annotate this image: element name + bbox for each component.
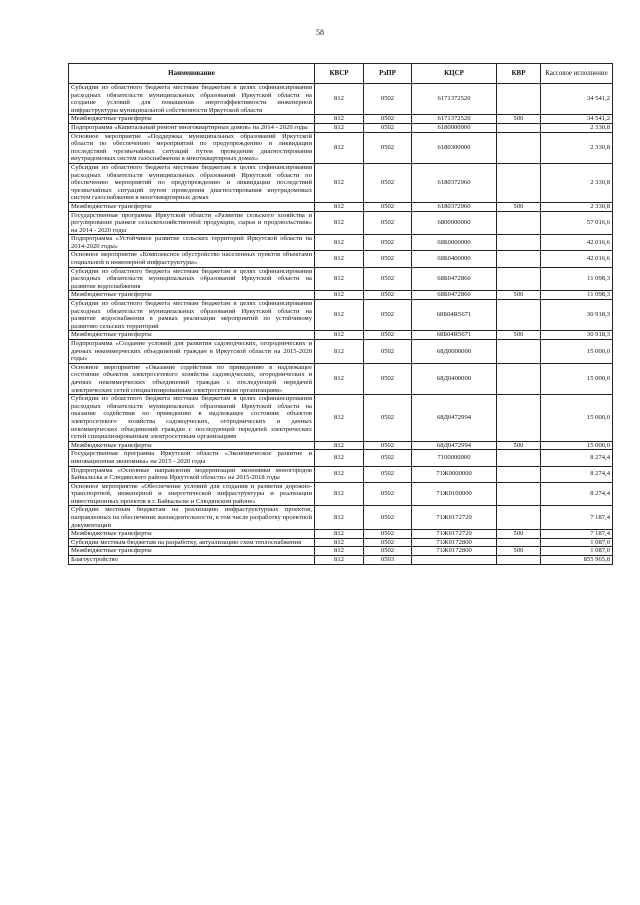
table-body bbox=[69, 84, 613, 565]
row-kcsr-cell: 6800000000 bbox=[412, 211, 497, 235]
row-rzpr-cell: 0502 bbox=[364, 547, 412, 556]
row-kvsr-cell: 812 bbox=[315, 267, 364, 291]
row-kvr-cell bbox=[497, 132, 541, 163]
row-kvsr-cell: 812 bbox=[315, 115, 364, 124]
table-header-row bbox=[69, 64, 613, 84]
row-name-cell: Межбюджетные трансферты bbox=[69, 530, 315, 539]
row-kcsr-cell: 68Б0000000 bbox=[412, 235, 497, 251]
table-row bbox=[69, 363, 613, 394]
header-kvr: КВР bbox=[497, 64, 541, 84]
row-kvsr-cell: 812 bbox=[315, 123, 364, 132]
row-name-cell: Межбюджетные трансферты bbox=[69, 115, 315, 124]
row-kvr-cell bbox=[497, 556, 541, 565]
row-kvr-cell bbox=[497, 267, 541, 291]
row-kvr-cell: 500 bbox=[497, 202, 541, 211]
row-kcsr-cell: 68Д0472994 bbox=[412, 441, 497, 450]
table-row bbox=[69, 123, 613, 132]
row-rzpr-cell: 0502 bbox=[364, 132, 412, 163]
row-name-cell: Субсидии из областного бюджета местным бюджетам в целях софинансирования расходных обязательств муниципальных образований Иркутской области по обеспечению мероприятий по предупреждению и ликвидации последствий чрезвычайных ситуаций путем проведения диагностирования внутридомовых систем газоснабжения в многоквартирных домах bbox=[69, 163, 315, 202]
header-kcsr: КЦСР bbox=[412, 64, 497, 84]
row-kvr-cell bbox=[497, 466, 541, 482]
row-kcsr-cell: 68Б0400000 bbox=[412, 251, 497, 267]
row-kvsr-cell: 812 bbox=[315, 395, 364, 442]
row-kcsr-cell: 6171372520 bbox=[412, 115, 497, 124]
row-kvr-cell bbox=[497, 300, 541, 331]
table-row bbox=[69, 450, 613, 466]
table-row bbox=[69, 211, 613, 235]
row-name-cell: Субсидии местным бюджетам на разработку, актуализацию схем теплоснабжения bbox=[69, 538, 315, 547]
row-rzpr-cell: 0502 bbox=[364, 450, 412, 466]
header-kvsr: КВСР bbox=[315, 64, 364, 84]
table-row bbox=[69, 291, 613, 300]
row-kvr-cell: 500 bbox=[497, 441, 541, 450]
row-kvsr-cell: 812 bbox=[315, 530, 364, 539]
row-kcsr-cell: 6180300000 bbox=[412, 132, 497, 163]
row-exec-cell: 7 187,4 bbox=[541, 506, 613, 530]
row-kvsr-cell: 812 bbox=[315, 547, 364, 556]
table-row bbox=[69, 115, 613, 124]
row-kcsr-cell bbox=[412, 556, 497, 565]
row-rzpr-cell: 0502 bbox=[364, 300, 412, 331]
row-kcsr-cell: 6180000000 bbox=[412, 123, 497, 132]
row-kcsr-cell: 71Ж0000000 bbox=[412, 466, 497, 482]
row-name-cell: Основное мероприятие «Поддержка муниципальных образований Иркутской области по обеспечению мероприятий по предупреждению и ликвидации последствий чрезвычайных ситуаций путем проведения диагностирования внутридомовых систем газоснабжения в многоквартирных домах» bbox=[69, 132, 315, 163]
row-kvr-cell bbox=[497, 211, 541, 235]
row-kcsr-cell: 71Ж0172720 bbox=[412, 506, 497, 530]
row-kvr-cell bbox=[497, 84, 541, 115]
row-kvr-cell: 500 bbox=[497, 291, 541, 300]
row-kvsr-cell: 812 bbox=[315, 506, 364, 530]
row-kvsr-cell: 812 bbox=[315, 556, 364, 565]
row-exec-cell: 1 087,0 bbox=[541, 547, 613, 556]
row-name-cell: Межбюджетные трансферты bbox=[69, 331, 315, 340]
row-exec-cell: 15 000,0 bbox=[541, 340, 613, 364]
row-name-cell: Благоустройство bbox=[69, 556, 315, 565]
row-exec-cell: 7 187,4 bbox=[541, 530, 613, 539]
row-exec-cell: 34 541,2 bbox=[541, 115, 613, 124]
table-row bbox=[69, 441, 613, 450]
row-kvr-cell: 500 bbox=[497, 547, 541, 556]
row-exec-cell: 8 274,4 bbox=[541, 466, 613, 482]
row-name-cell: Межбюджетные трансферты bbox=[69, 547, 315, 556]
row-rzpr-cell: 0502 bbox=[364, 331, 412, 340]
table-row bbox=[69, 547, 613, 556]
row-name-cell: Межбюджетные трансферты bbox=[69, 202, 315, 211]
row-exec-cell: 2 330,8 bbox=[541, 123, 613, 132]
table-row bbox=[69, 267, 613, 291]
row-name-cell: Подпрограмма «Основные направления модернизации экономики моногородов Байкальска и Слюдянского района Иркутской области» на 2015-2018 годы bbox=[69, 466, 315, 482]
row-rzpr-cell: 0502 bbox=[364, 466, 412, 482]
row-name-cell: Подпрограмма «Капитальный ремонт многоквартирных домов» на 2014 - 2020 годы bbox=[69, 123, 315, 132]
row-name-cell: Субсидии из областного бюджета местным бюджетам в целях софинансирования расходных обязательств муниципальных образований Иркутской области на развитие водоснабжения bbox=[69, 267, 315, 291]
table-row bbox=[69, 163, 613, 202]
row-exec-cell: 15 000,0 bbox=[541, 363, 613, 394]
row-exec-cell: 11 098,3 bbox=[541, 267, 613, 291]
table-row bbox=[69, 331, 613, 340]
row-exec-cell: 11 098,3 bbox=[541, 291, 613, 300]
row-rzpr-cell: 0502 bbox=[364, 251, 412, 267]
row-kvsr-cell: 812 bbox=[315, 84, 364, 115]
row-exec-cell: 2 330,8 bbox=[541, 202, 613, 211]
row-kvr-cell bbox=[497, 123, 541, 132]
table-row bbox=[69, 132, 613, 163]
row-rzpr-cell: 0502 bbox=[364, 123, 412, 132]
row-exec-cell: 15 000,0 bbox=[541, 441, 613, 450]
row-kvsr-cell: 812 bbox=[315, 202, 364, 211]
table-row bbox=[69, 538, 613, 547]
row-rzpr-cell: 0502 bbox=[364, 506, 412, 530]
row-rzpr-cell: 0502 bbox=[364, 538, 412, 547]
row-kvr-cell bbox=[497, 395, 541, 442]
row-kvr-cell bbox=[497, 235, 541, 251]
row-name-cell: Субсидии из областного бюджета местным бюджетам в целях софинансирования расходных обязательств муниципальных образований Иркутской области на оказание содействия по приведению в надлежащее состояние объектов электросетевого хозяйства садоводческих, огороднических и дачных некоммерческих объединений граждан с последующей передачей электрических сетей специализированным электросетевым организациям bbox=[69, 395, 315, 442]
row-exec-cell: 15 000,0 bbox=[541, 395, 613, 442]
row-name-cell: Подпрограмма «Создание условий для развития садоводческих, огороднических и дачных некоммерческих объединений граждан в Иркутской области на 2015-2020 годы» bbox=[69, 340, 315, 364]
row-name-cell: Основное мероприятие «Комплексное обустройство населенных пунктов объектами социальной и инженерной инфраструктуры» bbox=[69, 251, 315, 267]
page-number: 58 bbox=[316, 28, 324, 37]
row-exec-cell: 2 330,8 bbox=[541, 163, 613, 202]
row-name-cell: Межбюджетные трансферты bbox=[69, 441, 315, 450]
row-exec-cell: 30 918,3 bbox=[541, 300, 613, 331]
row-exec-cell: 1 087,0 bbox=[541, 538, 613, 547]
row-kcsr-cell: 71Ж0100000 bbox=[412, 482, 497, 506]
row-rzpr-cell: 0502 bbox=[364, 115, 412, 124]
row-name-cell: Государственная программа Иркутской области «Развитие сельского хозяйства и регулирование рынков сельскохозяйственной продукции, сырья и продовольствия» на 2014 - 2020 годы bbox=[69, 211, 315, 235]
row-name-cell: Межбюджетные трансферты bbox=[69, 291, 315, 300]
table-row bbox=[69, 235, 613, 251]
row-kcsr-cell: 71Ж0172800 bbox=[412, 538, 497, 547]
table-row bbox=[69, 466, 613, 482]
row-rzpr-cell: 0502 bbox=[364, 363, 412, 394]
row-kcsr-cell: 71Ж0172800 bbox=[412, 547, 497, 556]
row-kvr-cell bbox=[497, 163, 541, 202]
row-kcsr-cell: 6180372960 bbox=[412, 202, 497, 211]
table-row bbox=[69, 202, 613, 211]
row-kcsr-cell: 68Д0000000 bbox=[412, 340, 497, 364]
row-kvsr-cell: 812 bbox=[315, 363, 364, 394]
row-kvsr-cell: 812 bbox=[315, 163, 364, 202]
row-kvsr-cell: 812 bbox=[315, 482, 364, 506]
row-name-cell: Основное мероприятие «Обеспечение условий для создания и развития дорожно-транспортной, инженерной и энергетической инфраструктуры и реализации инвестиционных проектов в г. Байкальске и Слюдянском районе» bbox=[69, 482, 315, 506]
row-kvsr-cell: 812 bbox=[315, 340, 364, 364]
table-row bbox=[69, 300, 613, 331]
table-row bbox=[69, 84, 613, 115]
row-kcsr-cell: 68Д0472994 bbox=[412, 395, 497, 442]
row-kvr-cell bbox=[497, 538, 541, 547]
row-kcsr-cell: 71Ж0172720 bbox=[412, 530, 497, 539]
table-row bbox=[69, 556, 613, 565]
row-exec-cell: 855 965,8 bbox=[541, 556, 613, 565]
row-rzpr-cell: 0502 bbox=[364, 291, 412, 300]
row-exec-cell: 42 016,6 bbox=[541, 235, 613, 251]
header-name: Наименование bbox=[69, 64, 315, 84]
row-rzpr-cell: 0502 bbox=[364, 84, 412, 115]
row-name-cell: Государственная программа Иркутской области «Экономическое развитие и инновационная экономика» на 2015 - 2020 годы bbox=[69, 450, 315, 466]
table-row bbox=[69, 395, 613, 442]
row-kvr-cell: 500 bbox=[497, 115, 541, 124]
row-exec-cell: 34 541,2 bbox=[541, 84, 613, 115]
header-rzpr: РзПР bbox=[364, 64, 412, 84]
row-kvsr-cell: 812 bbox=[315, 538, 364, 547]
row-rzpr-cell: 0502 bbox=[364, 395, 412, 442]
row-kvr-cell: 500 bbox=[497, 530, 541, 539]
row-name-cell: Подпрограмма «Устойчивое развитие сельских территорий Иркутской области на 2014-2020 годы» bbox=[69, 235, 315, 251]
table-row bbox=[69, 340, 613, 364]
table-row bbox=[69, 251, 613, 267]
row-rzpr-cell: 0502 bbox=[364, 530, 412, 539]
row-rzpr-cell: 0502 bbox=[364, 202, 412, 211]
row-kvr-cell bbox=[497, 450, 541, 466]
row-name-cell: Субсидии местным бюджетам на реализацию инфраструктурных проектов, направленных на обеспечение жизнедеятельности, в том числе разработку проектной документации bbox=[69, 506, 315, 530]
row-kcsr-cell: 6180372960 bbox=[412, 163, 497, 202]
header-exec: Кассовое исполнение bbox=[541, 64, 613, 84]
row-kcsr-cell: 7100000000 bbox=[412, 450, 497, 466]
row-kvsr-cell: 812 bbox=[315, 466, 364, 482]
row-rzpr-cell: 0502 bbox=[364, 482, 412, 506]
row-kvsr-cell: 812 bbox=[315, 211, 364, 235]
row-kcsr-cell: 68Б04R5671 bbox=[412, 331, 497, 340]
row-exec-cell: 42 016,6 bbox=[541, 251, 613, 267]
budget-table bbox=[68, 63, 613, 565]
row-exec-cell: 2 330,8 bbox=[541, 132, 613, 163]
row-kvsr-cell: 812 bbox=[315, 235, 364, 251]
row-kcsr-cell: 68Б04R5671 bbox=[412, 300, 497, 331]
row-kvsr-cell: 812 bbox=[315, 251, 364, 267]
row-rzpr-cell: 0502 bbox=[364, 441, 412, 450]
row-kvsr-cell: 812 bbox=[315, 132, 364, 163]
row-kcsr-cell: 6171372520 bbox=[412, 84, 497, 115]
row-kvr-cell bbox=[497, 251, 541, 267]
row-kcsr-cell: 68Д0400000 bbox=[412, 363, 497, 394]
row-name-cell: Субсидии из областного бюджета местным бюджетам в целях софинансирования расходных обязательств муниципальных образований Иркутской области на развитие водоснабжения в рамках реализации мероприятий по устойчивому развитию сельских территорий bbox=[69, 300, 315, 331]
row-kcsr-cell: 68Б0472860 bbox=[412, 291, 497, 300]
row-kvr-cell bbox=[497, 506, 541, 530]
row-rzpr-cell: 0502 bbox=[364, 267, 412, 291]
row-rzpr-cell: 0503 bbox=[364, 556, 412, 565]
table-row bbox=[69, 506, 613, 530]
row-kvr-cell: 500 bbox=[497, 331, 541, 340]
row-kvsr-cell: 812 bbox=[315, 331, 364, 340]
row-name-cell: Субсидии из областного бюджета местным бюджетам в целях софинансирования расходных обязательств муниципальных образований Иркутской области на создание условий для повышения энергоэффективности инженерной инфраструктуры муниципальной собственности Иркутской области bbox=[69, 84, 315, 115]
row-kcsr-cell: 68Б0472860 bbox=[412, 267, 497, 291]
table-row bbox=[69, 482, 613, 506]
row-rzpr-cell: 0502 bbox=[364, 235, 412, 251]
row-rzpr-cell: 0502 bbox=[364, 163, 412, 202]
row-rzpr-cell: 0502 bbox=[364, 340, 412, 364]
row-kvr-cell bbox=[497, 363, 541, 394]
table-row bbox=[69, 530, 613, 539]
row-name-cell: Основное мероприятие «Оказание содействия по приведению в надлежащее состояние объектов электросетевого хозяйства садоводческих, огороднических и дачных некоммерческих объединений граждан с последующей передачей электрических сетей специализированным электросетевым организациям» bbox=[69, 363, 315, 394]
row-exec-cell: 57 016,6 bbox=[541, 211, 613, 235]
row-exec-cell: 8 274,4 bbox=[541, 482, 613, 506]
row-rzpr-cell: 0502 bbox=[364, 211, 412, 235]
row-kvr-cell bbox=[497, 482, 541, 506]
row-exec-cell: 8 274,4 bbox=[541, 450, 613, 466]
row-kvr-cell bbox=[497, 340, 541, 364]
row-exec-cell: 30 918,3 bbox=[541, 331, 613, 340]
row-kvsr-cell: 812 bbox=[315, 300, 364, 331]
row-kvsr-cell: 812 bbox=[315, 441, 364, 450]
row-kvsr-cell: 812 bbox=[315, 450, 364, 466]
row-kvsr-cell: 812 bbox=[315, 291, 364, 300]
